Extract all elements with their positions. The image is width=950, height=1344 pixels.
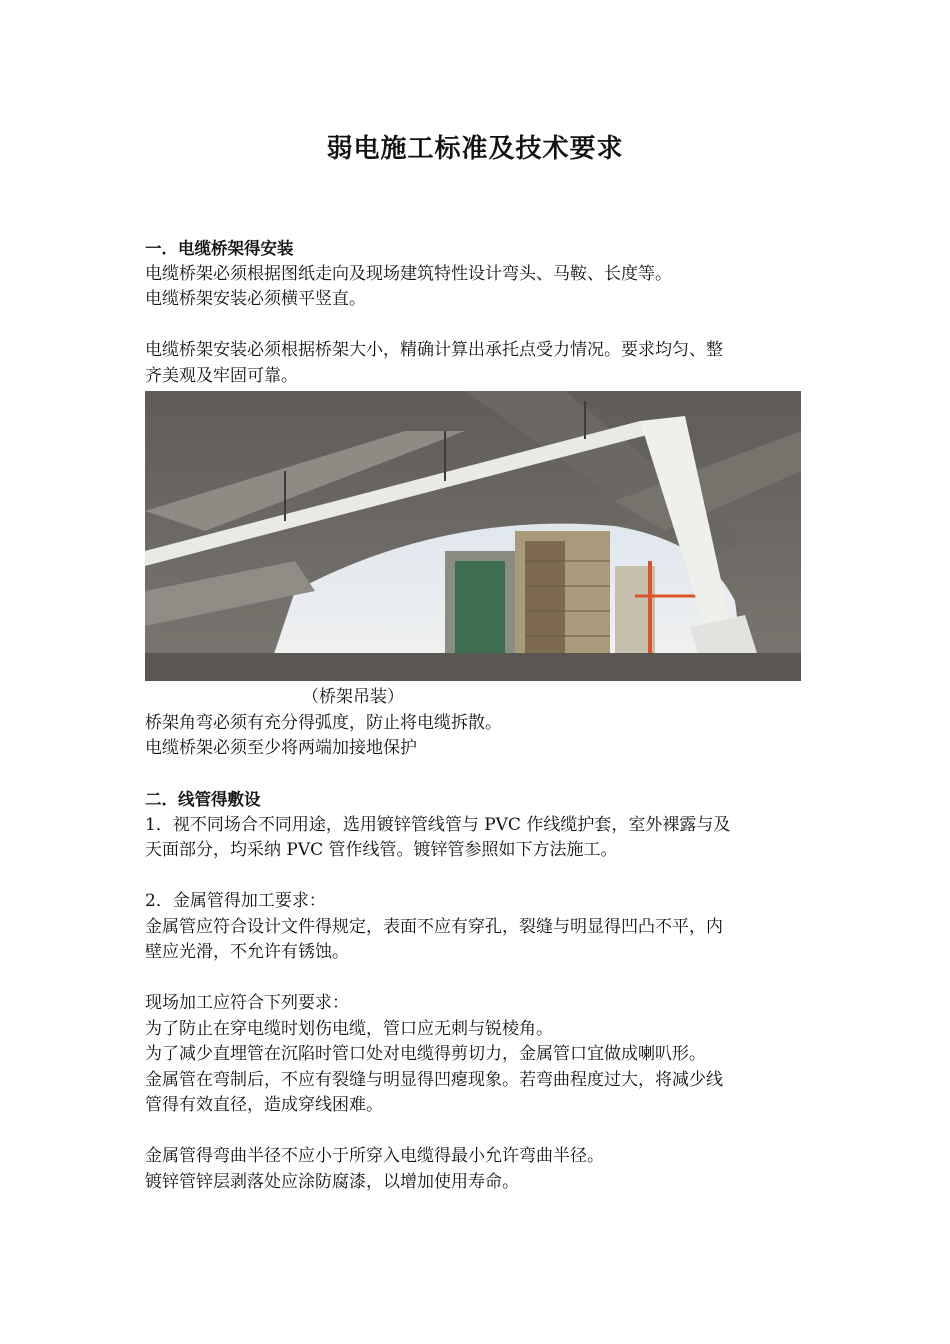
section-heading-conduit: 二．线管得敷设: [145, 790, 261, 809]
paragraph: 齐美观及牢固可靠。: [145, 365, 298, 386]
list-item: 天面部分，均采纳 PVC 管作线管。镀锌管参照如下方法施工。: [145, 840, 618, 860]
paragraph: 金属管应符合设计文件得规定，表面不应有穿孔，裂缝与明显得凹凸不平，内: [145, 916, 723, 937]
paragraph: 为了减少直埋管在沉陷时管口处对电缆得剪切力，金属管口宜做成喇叭形。: [145, 1044, 706, 1064]
list-item: 1．视不同场合不同用途，选用镀锌管线管与 PVC 作线缆护套，室外裸露与及: [145, 814, 731, 835]
paragraph: 镀锌管锌层剥落处应涂防腐漆，以增加使用寿命。: [145, 1171, 519, 1192]
cable-tray-photo: [145, 391, 801, 681]
paragraph: 现场加工应符合下列要求：: [145, 993, 349, 1013]
list-item: 2．金属管得加工要求：: [145, 891, 326, 911]
paragraph: 电缆桥架必须至少将两端加接地保护: [145, 738, 417, 758]
page-title: 弱电施工标准及技术要求: [326, 134, 624, 164]
image-caption: （桥架吊装）: [302, 687, 404, 707]
blank-line: [145, 762, 805, 788]
paragraph: 电缆桥架安装必须根据桥架大小，精确计算出承托点受力情况。要求均匀、整: [145, 340, 723, 360]
paragraph: 壁应光滑，不允许有锈蚀。: [145, 942, 349, 962]
paragraph: 管得有效直径，造成穿线困难。: [145, 1095, 383, 1115]
paragraph: 为了防止在穿电缆时划伤电缆，管口应无刺与锐棱角。: [145, 1018, 553, 1039]
paragraph: 金属管在弯制后，不应有裂缝与明显得凹瘪现象。若弯曲程度过大，将减少线: [145, 1069, 723, 1090]
document-body: [145, 236, 805, 1195]
paragraph: 电缆桥架必须根据图纸走向及现场建筑特性设计弯头、马鞍、长度等。: [145, 263, 672, 284]
paragraph: 金属管得弯曲半径不应小于所穿入电缆得最小允许弯曲半径。: [145, 1146, 604, 1166]
blank-line: [145, 1119, 805, 1145]
paragraph: 电缆桥架安装必须横平竖直。: [145, 289, 366, 309]
paragraph: 桥架角弯必须有充分得弧度，防止将电缆拆散。: [145, 712, 502, 733]
blank-line: [145, 313, 805, 339]
blank-line: [145, 864, 805, 890]
blank-line: [145, 966, 805, 992]
section-heading-cable-tray: 一．电缆桥架得安装: [145, 239, 294, 258]
